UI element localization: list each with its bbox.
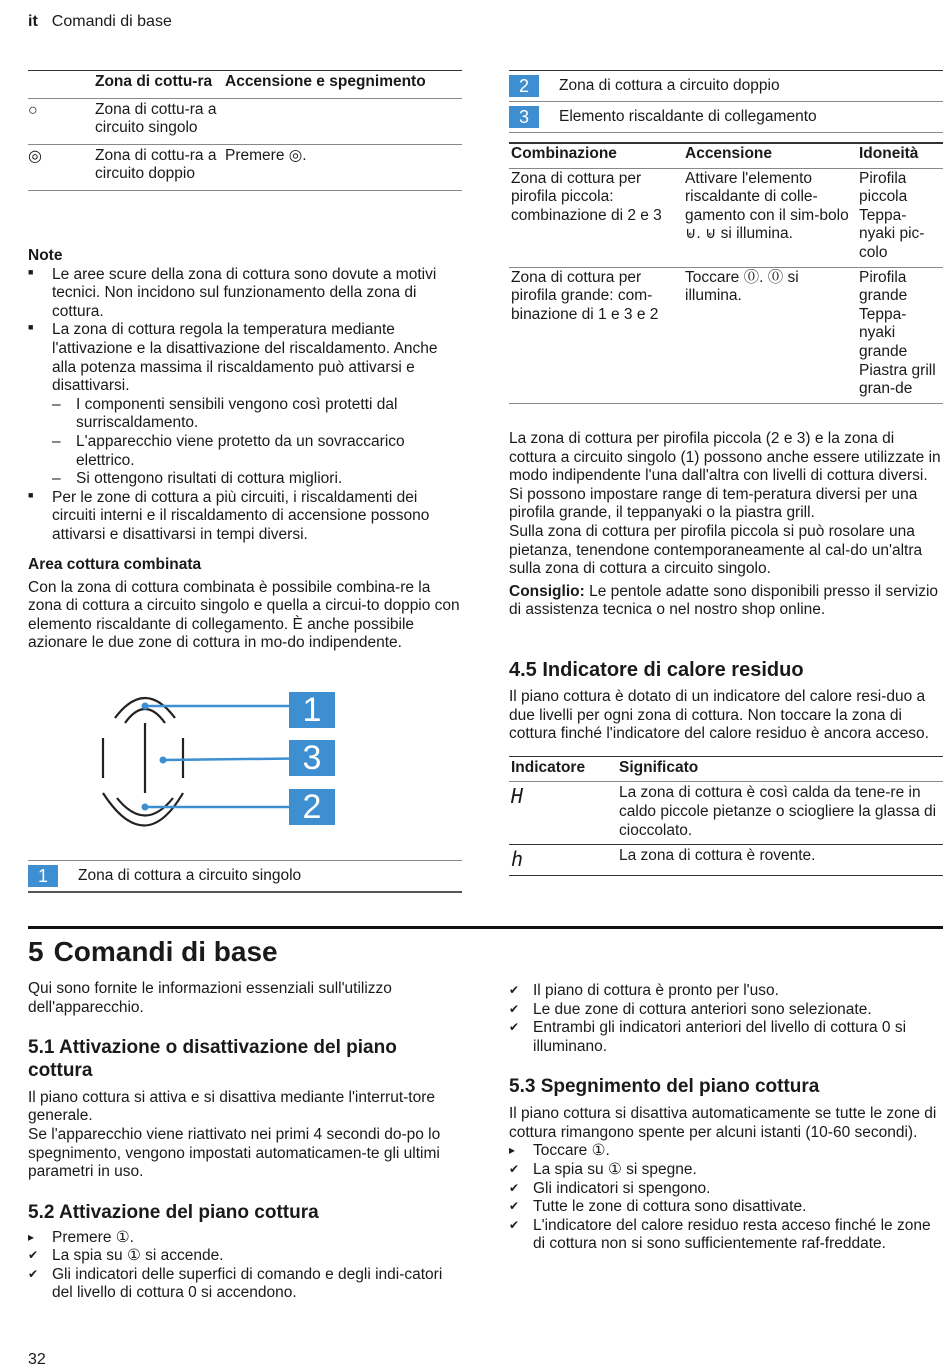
col-header-activation: Accensione (683, 143, 857, 168)
step-item: ▸ Toccare ①. (509, 1142, 943, 1161)
zone-table (28, 70, 462, 191)
tip-paragraph (509, 583, 943, 620)
residual-heat-table (509, 756, 943, 876)
result-item: ✔ Le due zone di cottura anteriori sono selezionate. (509, 1001, 943, 1020)
result-item: ✔ Tutte le zone di cottura sono disattivate. (509, 1198, 943, 1217)
sub-list-item: – Si ottengono risultati di cottura migliori. (52, 470, 462, 489)
legend-number: 3 (509, 106, 539, 128)
single-circuit-icon: ○ (28, 101, 38, 119)
page-header (28, 12, 172, 31)
language-code: it (28, 13, 38, 30)
list-item: ■ Per le zone di cottura a più circuiti, i riscaldamenti dei circuiti interni e il riscaldamento di accensione possono attivarsi e disattivarsi in tempi diversi. (28, 489, 462, 545)
legend-number: 2 (509, 75, 539, 97)
table-cell (225, 98, 462, 144)
col-header-combination: Combinazione (509, 143, 683, 168)
sub-list-item: – L'apparecchio viene protetto da un sovraccarico elettrico. (52, 433, 462, 470)
result-item: ✔ Gli indicatori delle superfici di comando e degli indi-catori del livello di cottura 0 si accendono. (28, 1266, 462, 1303)
table-cell: Pirofila grande Teppa-nyaki grande Piastra grill gran-de (857, 267, 943, 403)
section-title-text: Comandi di base (53, 936, 278, 967)
legend-item (28, 861, 462, 893)
diagram-label-2: 2 (289, 789, 335, 825)
indicator-h-icon: h (509, 845, 617, 876)
intro-text: Qui sono fornite le informazioni essenziali sull'utilizzo dell'apparecchio. (28, 980, 392, 1016)
combination-description (509, 430, 943, 620)
section-heading: 5.1 Attivazione o disattivazione del piano cottura (28, 1037, 397, 1081)
section-5 (28, 926, 943, 969)
table-cell: Zona di cottu-ra a circuito singolo (95, 100, 217, 137)
section-text: Il piano cottura è dotato di un indicatore del calore resi-duo a due livelli per ogni zona di cottura. Non toccare la zona di cottura finché l'indicatore del calore residuo è ancora acceso. (509, 688, 929, 743)
table-row (509, 782, 943, 845)
table-cell: Zona di cottura per pirofila piccola: combinazione di 2 e 3 (509, 168, 683, 267)
result-item: ✔ Il piano di cottura è pronto per l'uso. (509, 982, 943, 1001)
col-header-meaning: Significato (617, 756, 943, 782)
paragraph: La zona di cottura per pirofila piccola (2 e 3) e la zona di cottura a circuito singolo (1) possono anche essere utilizzate in modo indipendente l'una dall'altra con livelli di cottura diversi. Si possono impostare range di tem-peratura diversi per una pirofila grande, il teppanyaki o la piastra grill. (509, 430, 941, 522)
header-title: Comandi di base (51, 13, 172, 30)
paragraph: Se l'apparecchio viene riattivato nei primi 4 secondi do-po lo spegnimento, vengono impostati automaticamen-te gli ultimi parametri in uso. (28, 1125, 441, 1181)
table-cell: Attivare l'elemento riscaldante di colle-gamento con il sim-bolo ⊌. ⊌ si illumina. (683, 168, 857, 267)
table-cell: La zona di cottura è così calda da tene-re in caldo piccole pietanze o sciogliere la glassa di cioccolato. (617, 782, 943, 845)
section-title (28, 929, 943, 969)
paragraph: Il piano cottura si attiva e si disattiva mediante l'interrut-tore generale. (28, 1088, 436, 1125)
dual-circuit-icon: ◎ (28, 147, 42, 165)
table-cell: Toccare ⓪. ⓪ si illumina. (683, 267, 857, 403)
legend-number: 1 (28, 865, 58, 887)
step-item: ▸ Premere ①. (28, 1229, 462, 1248)
table-cell: Premere ◎. (225, 146, 307, 164)
table-cell: Zona di cottura per pirofila grande: com-binazione di 1 e 3 e 2 (509, 267, 683, 403)
col-header-indicator: Indicatore (509, 756, 617, 782)
list-item-text: La zona di cottura regola la temperatura mediante l'attivazione e la disattivazione del riscaldamento. Anche alla potenza massima il riscaldamento può attivarsi e disattivarsi. (52, 321, 438, 395)
result-item: ✔ Entrambi gli indicatori anteriori del livello di cottura 0 si illuminano. (509, 1019, 943, 1056)
list-item: ■ Le aree scure della zona di cottura sono dovute a motivi tecnici. Non incidono sul funzionamento della zona di cottura. (28, 266, 462, 322)
result-item: ✔ Gli indicatori si spengono. (509, 1180, 943, 1199)
diagram-label-3: 3 (289, 740, 335, 776)
section-4-5 (509, 658, 943, 876)
legend-text: Zona di cottura a circuito singolo (78, 866, 302, 884)
result-item: ✔ La spia su ① si spegne. (509, 1161, 943, 1180)
col-header-suitability: Idoneità (857, 143, 943, 168)
sub-list-item: – I componenti sensibili vengono così protetti dal surriscaldamento. (52, 396, 462, 433)
tip-text: Le pentole adatte sono disponibili presso il servizio di assistenza tecnica o nel nostro shop online. (509, 582, 939, 619)
legend-item (509, 102, 943, 133)
table-row (509, 845, 943, 876)
combined-text: Con la zona di cottura combinata è possibile combina-re la zona di cottura a circuito singolo e quella a circui-to doppio con elemento riscaldante di collegamento. È anche possibile azionare le due zone di cottura in mo-do indipendente. (28, 578, 460, 652)
combined-heading: Area cottura combinata (28, 556, 202, 573)
list-item (28, 321, 462, 488)
table-row (509, 267, 943, 403)
paragraph: Sulla zona di cottura per pirofila piccola si può rosolare una pietanza, tenendone contemporaneamente al cal-do un'altra sulla zona di cottura a circuito singolo. (509, 522, 923, 578)
section-heading: 5.2 Attivazione del piano cottura (28, 1201, 319, 1223)
col-header-action: Accensione e spegnimento (225, 73, 426, 90)
indicator-H-icon: H (509, 782, 617, 845)
table-row (28, 98, 462, 144)
combined-area-section (28, 556, 462, 653)
section-heading: 4.5 Indicatore di calore residuo (509, 659, 804, 681)
legend-item (509, 71, 943, 102)
tip-label: Consiglio: (509, 582, 585, 600)
col-header-zone: Zona di cottu-ra (95, 73, 213, 90)
section-heading: 5.3 Spegnimento del piano cottura (509, 1076, 820, 1098)
legend-text: Elemento riscaldante di collegamento (559, 107, 817, 125)
table-row (509, 168, 943, 267)
note-heading: Note (28, 247, 63, 264)
table-cell: La zona di cottura è rovente. (617, 845, 943, 876)
legend-left (28, 860, 462, 893)
section-number: 5 (28, 936, 44, 967)
cooking-zone-diagram (95, 683, 355, 843)
result-item: ✔ L'indicatore del calore residuo resta acceso finché le zone di cottura non si sono sufficientemente raf-freddate. (509, 1217, 943, 1254)
paragraph: Il piano cottura si disattiva automaticamente se tutte le zone di cottura rimangono spente per alcuni istanti (10-60 secondi). (509, 1105, 937, 1141)
result-item: ✔ La spia su ① si accende. (28, 1247, 462, 1266)
note-section (28, 247, 462, 545)
section-5-right (509, 982, 943, 1254)
legend-text: Zona di cottura a circuito doppio (559, 76, 780, 94)
legend-right (509, 70, 943, 133)
table-cell: Zona di cottu-ra a circuito doppio (95, 146, 217, 183)
page-number: 32 (28, 1351, 46, 1368)
table-cell: Pirofila piccola Teppa-nyaki pic-colo (857, 168, 943, 267)
diagram-label-1: 1 (289, 692, 335, 728)
combination-table (509, 142, 943, 404)
section-5-left (28, 980, 462, 1303)
table-row (28, 144, 462, 190)
